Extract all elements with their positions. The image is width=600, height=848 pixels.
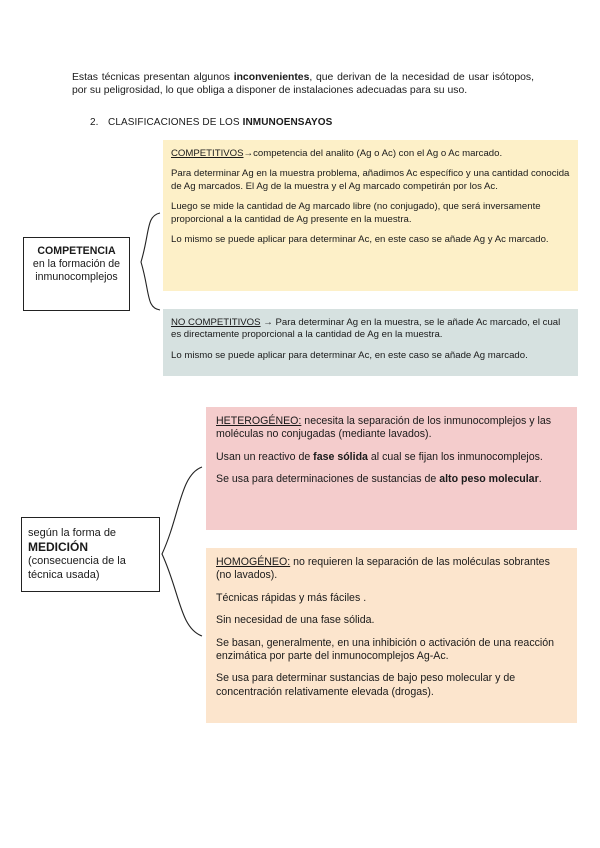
heterogeneo-p3-b: alto peso molecular xyxy=(439,473,539,486)
heterogeneo-p3-c: . xyxy=(538,473,542,486)
no-competitivos-title: NO COMPETITIVOS xyxy=(171,317,261,328)
heterogeneo-p3-a: Se usa para determinaciones de sustancias de xyxy=(216,473,440,486)
competitivos-title-rest: →competencia del analito (Ag o Ac) con el Ag o Ac marcado. xyxy=(243,148,503,159)
heterogeneo-title-rest: necesita la separación de los inmunocomplejos y las moléculas no conjugadas (mediante lavados). xyxy=(216,415,552,441)
box-no-competitivos xyxy=(163,309,578,376)
no-competitivos-def xyxy=(171,317,570,342)
homogeneo-title: HOMOGÉNEO: xyxy=(216,556,291,568)
label-competencia xyxy=(23,237,130,311)
no-competitivos-p2: Lo mismo se puede aplicar para determinar Ac, en este caso se añade Ag marcado. xyxy=(171,349,528,361)
label-competencia-title: COMPETENCIA xyxy=(37,245,116,257)
competitivos-p4: Lo mismo se puede aplicar para determinar Ac, en este caso se añade Ag y Ac marcado. xyxy=(171,234,549,246)
section-number: 2. xyxy=(90,117,99,128)
box-heterogeneo xyxy=(206,407,577,530)
homogeneo-def xyxy=(216,556,567,583)
section-heading-text: CLASIFICACIONES DE LOS xyxy=(108,117,243,128)
heterogeneo-def xyxy=(216,415,567,442)
heterogeneo-p2-b: fase sólida xyxy=(313,450,368,463)
box-homogeneo xyxy=(206,548,577,723)
heterogeneo-p2 xyxy=(216,451,567,464)
heterogeneo-p2-c: al cual se fijan los inmunocomplejos. xyxy=(367,450,543,463)
competitivos-p2: Para determinar Ag en la muestra problema, añadimos Ac específico y una cantidad conocida de Ag marcados. El Ag de la muestra y el Ag marcado competirán por los Ac. xyxy=(171,168,570,192)
intro-bold-word: inconvenientes xyxy=(233,72,310,83)
label-medicion-text: (consecuencia de la técnica usada) xyxy=(28,555,126,581)
brace-competencia xyxy=(141,213,160,310)
label-medicion xyxy=(21,517,160,592)
heterogeneo-p3 xyxy=(216,473,567,486)
section-heading-bold: INMUNOENSAYOS xyxy=(242,117,333,128)
intro-text-before: Estas técnicas presentan algunos xyxy=(72,72,234,83)
label-medicion-line1: según la forma de xyxy=(28,527,117,539)
homogeneo-p2: Técnicas rápidas y más fáciles . xyxy=(216,591,367,604)
label-medicion-title: MEDICIÓN xyxy=(28,540,88,554)
heterogeneo-p2-a: Usan un reactivo de xyxy=(216,450,314,463)
no-competitivos-title-rest: → Para determinar Ag en la muestra, se le añade Ac marcado, el cual es directamente proporcional a la cantidad de Ag en la muestra. xyxy=(171,317,561,341)
brace-medicion xyxy=(162,467,202,636)
homogeneo-title-rest: no requieren la separación de las moléculas sobrantes (no lavados). xyxy=(216,556,550,582)
competitivos-title: COMPETITIVOS xyxy=(171,148,244,159)
label-competencia-text: en la formación de inmunocomplejos xyxy=(32,257,121,283)
homogeneo-p5: Se usa para determinar sustancias de bajo peso molecular y de concentración relativamente elevada (drogas). xyxy=(216,672,516,698)
homogeneo-p3: Sin necesidad de una fase sólida. xyxy=(216,614,375,627)
competitivos-p3: Luego se mide la cantidad de Ag marcado libre (no conjugado), que será inversamente proporcional a la cantidad de Ag presente en la muestra. xyxy=(171,201,541,225)
competitivos-def xyxy=(171,148,570,160)
intro-text-after: , que derivan de la necesidad de usar isótopos, por su peligrosidad, lo que obliga a disponer de instalaciones adecuadas para su uso. xyxy=(72,72,534,96)
heterogeneo-title: HETEROGÉNEO: xyxy=(216,415,302,427)
box-competitivos xyxy=(163,140,578,291)
homogeneo-p4: Se basan, generalmente, en una inhibición o activación de una reacción enzimática por parte del inmunocomplejos Ag-Ac. xyxy=(216,636,555,663)
